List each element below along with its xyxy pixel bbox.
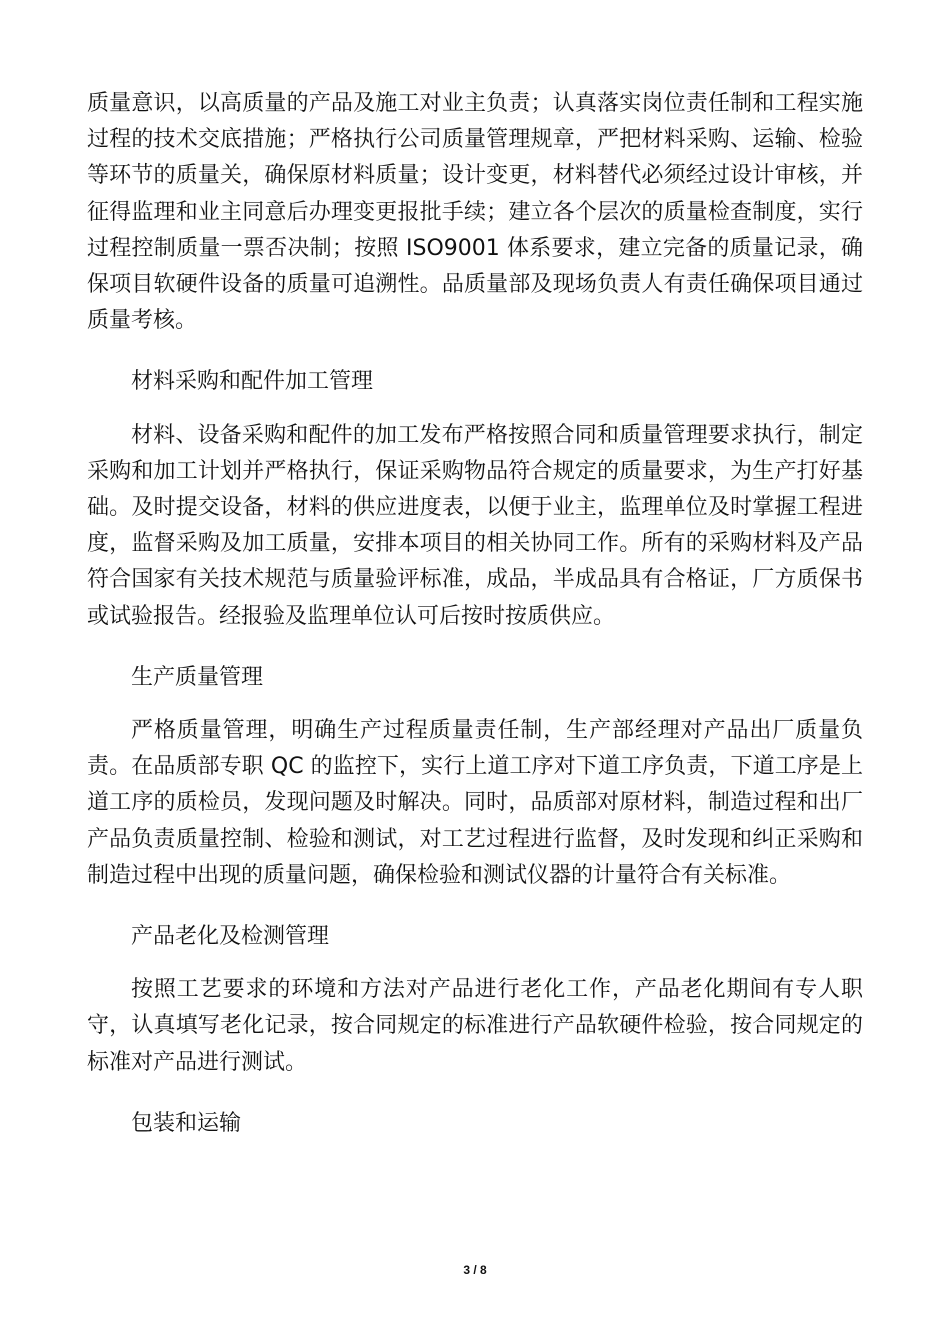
heading-aging-testing: 产品老化及检测管理 bbox=[131, 924, 330, 950]
paragraph-quality-awareness: 质量意识，以高质量的产品及施工对业主负责；认真落实岗位责任制和工程实施过程的技术交底措施；严格执行公司质量管理规章，严把材料采购、运输、检验等环节的质量关，确保原材料质量；设计变更，材料替代必须经过设计审核，并征得监理和业主同意后办理变更报批手续；建立各个层次的质量检查制度，实行过程控制质量一票否决制；按照 ISO9001 体系要求，建立完备的质量记录，确保项目软硬件设备的质量可追溯性。品质量部及现场负责人有责任确保项目通过质量考核。 bbox=[87, 91, 863, 334]
heading-packaging-transport: 包装和运输 bbox=[131, 1110, 242, 1136]
heading-material-procurement: 材料采购和配件加工管理 bbox=[131, 369, 374, 395]
document-page bbox=[87, 86, 863, 1142]
page-number: 3 / 8 bbox=[463, 1263, 487, 1277]
heading-production-quality: 生产质量管理 bbox=[131, 664, 264, 690]
paragraph-production-quality: 严格质量管理，明确生产过程质量责任制，生产部经理对产品出厂质量负责。在品质部专职 QC 的监控下，实行上道工序对下道工序负责，下道工序是上道工序的质检员，发现问题及时解决。同时，品质部对原材料，制造过程和出厂产品负责质量控制、检验和测试，对工艺过程进行监督，及时发现和纠正采购和制造过程中出现的质量问题，确保检验和测试仪器的计量符合有关标准。 bbox=[87, 718, 863, 888]
paragraph-material-procurement: 材料、设备采购和配件的加工发布严格按照合同和质量管理要求执行，制定采购和加工计划并严格执行，保证采购物品符合规定的质量要求，为生产打好基础。及时提交设备，材料的供应进度表，以便于业主，监理单位及时掌握工程进度，监督采购及加工质量，安排本项目的相关协同工作。所有的采购材料及产品符合国家有关技术规范与质量验评标准，成品，半成品具有合格证，厂方质保书或试验报告。经报验及监理单位认可后按时按质供应。 bbox=[87, 422, 863, 629]
paragraph-aging-testing: 按照工艺要求的环境和方法对产品进行老化工作，产品老化期间有专人职守，认真填写老化记录，按合同规定的标准进行产品软硬件检验，按合同规定的标准对产品进行测试。 bbox=[87, 977, 863, 1075]
